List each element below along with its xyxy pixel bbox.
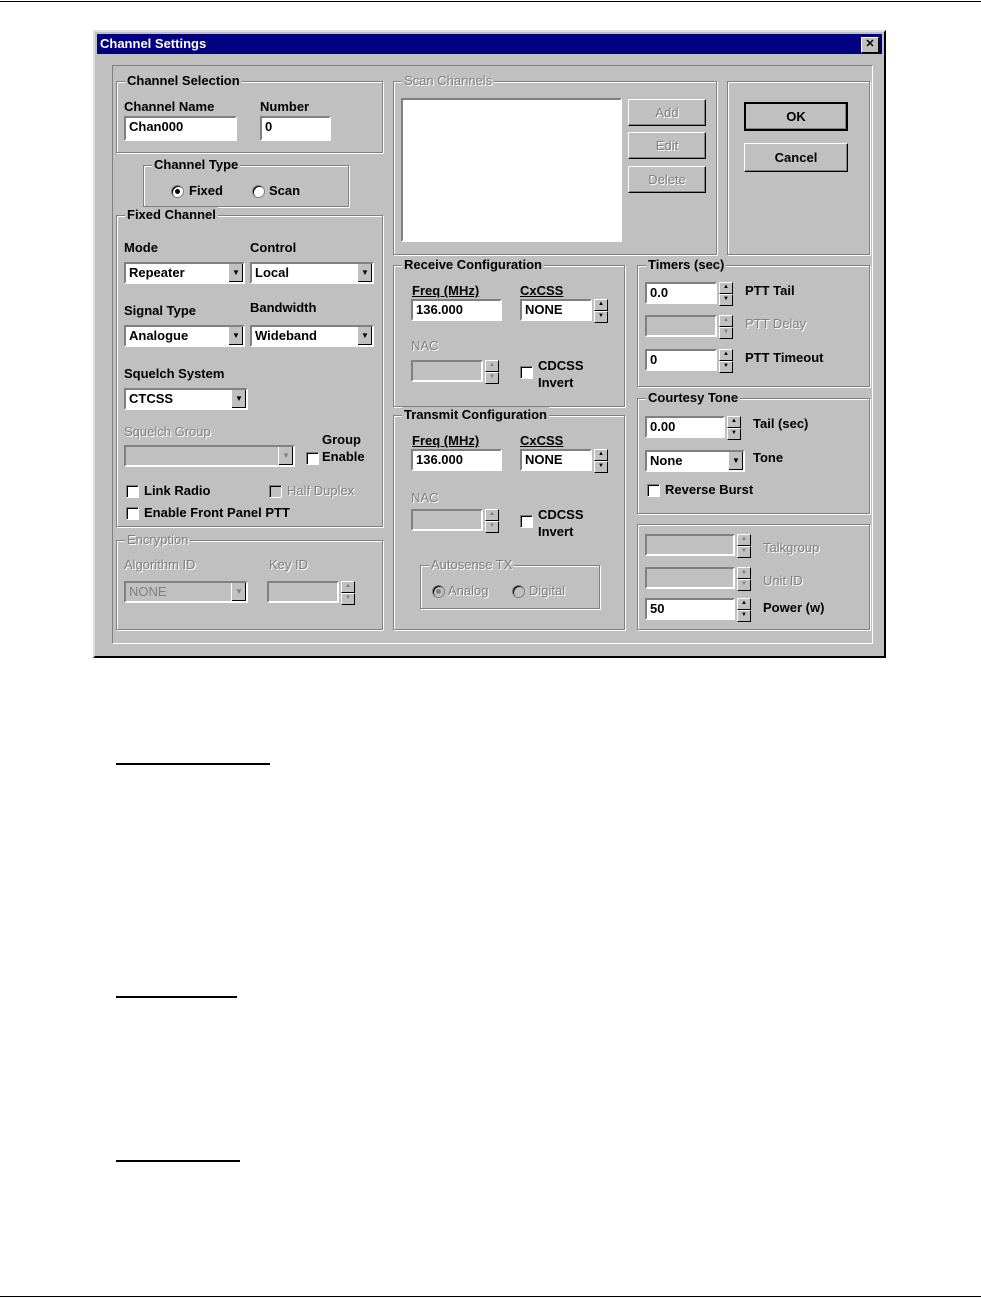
algorithm-id-dropdown[interactable] (124, 581, 248, 603)
reverse-burst-label: Reverse Burst (665, 482, 754, 497)
talkgroup-spinner[interactable] (737, 534, 751, 556)
chevron-down-icon[interactable]: ▼ (278, 447, 293, 465)
ptt-timeout-input[interactable]: 0 (645, 349, 717, 371)
section-heading-rule-3 (116, 1160, 240, 1162)
ptt-delay-input[interactable] (645, 315, 717, 337)
ptt-timeout-spinner[interactable] (719, 349, 733, 371)
spin-up-icon[interactable]: ▲ (594, 449, 608, 461)
half-duplex-label: Half Duplex (287, 483, 355, 498)
tx-freq-label: Freq (MHz) (412, 433, 480, 448)
tone-dropdown[interactable] (645, 450, 745, 472)
signal-type-dropdown[interactable] (124, 325, 245, 347)
analog-radio-label: Analog (448, 583, 489, 598)
spin-down-icon[interactable]: ▼ (594, 311, 608, 323)
fixed-channel-title: Fixed Channel (127, 207, 216, 222)
section-heading-rule-2 (116, 996, 237, 998)
tx-cxcss-label: CxCSS (520, 433, 564, 448)
spin-down-icon[interactable]: ▼ (485, 372, 499, 384)
section-heading-rule-1 (116, 763, 270, 765)
squelch-system-dropdown[interactable] (124, 388, 248, 410)
scan-channels-list[interactable] (401, 98, 622, 242)
link-radio-checkbox[interactable] (126, 485, 139, 498)
tail-sec-label: Tail (sec) (753, 416, 809, 431)
chevron-down-icon[interactable]: ▼ (357, 264, 372, 282)
mode-dropdown[interactable] (124, 262, 245, 284)
front-panel-ptt-checkbox[interactable] (126, 507, 139, 520)
rx-cxcss-spinner[interactable] (594, 299, 608, 321)
unit-id-spinner[interactable] (737, 567, 751, 589)
tx-nac-input[interactable] (411, 509, 483, 531)
rx-nac-label: NAC (411, 338, 439, 353)
channel-name-input[interactable]: Chan000 (124, 116, 237, 141)
ptt-tail-label: PTT Tail (745, 283, 795, 298)
spin-up-icon[interactable]: ▲ (727, 416, 741, 428)
analog-radio[interactable] (432, 585, 445, 598)
channel-name-label: Channel Name (124, 99, 215, 114)
mode-label: Mode (124, 240, 158, 255)
scan-channels-title: Scan Channels (404, 73, 493, 88)
spin-down-icon[interactable]: ▼ (594, 461, 608, 473)
spin-up-icon[interactable]: ▲ (719, 349, 733, 361)
spin-up-icon[interactable]: ▲ (719, 282, 733, 294)
spin-down-icon[interactable]: ▼ (719, 294, 733, 306)
ptt-tail-spinner[interactable] (719, 282, 733, 304)
tx-freq-input[interactable]: 136.000 (411, 449, 502, 471)
spin-up-icon[interactable]: ▲ (341, 581, 355, 593)
rx-freq-label: Freq (MHz) (412, 283, 480, 298)
spin-down-icon[interactable]: ▼ (737, 610, 751, 622)
tx-invert-label: Invert (538, 524, 574, 539)
reverse-burst-checkbox[interactable] (647, 484, 660, 497)
page-top-rule (0, 1, 981, 2)
page-bottom-rule (0, 1296, 981, 1297)
rx-nac-spinner[interactable] (485, 360, 499, 382)
bandwidth-dropdown[interactable] (250, 325, 374, 347)
signal-type-label: Signal Type (124, 303, 196, 318)
algorithm-id-value: NONE (129, 584, 167, 599)
rx-cxcss-input[interactable]: NONE (520, 299, 592, 321)
control-dropdown[interactable] (250, 262, 374, 284)
add-button[interactable]: Add (628, 99, 706, 126)
spin-up-icon[interactable]: ▲ (485, 360, 499, 372)
key-id-label: Key ID (269, 557, 309, 572)
close-button[interactable]: ✕ (861, 37, 879, 53)
spin-up-icon[interactable]: ▲ (719, 315, 733, 327)
channel-selection-title: Channel Selection (127, 73, 240, 88)
half-duplex-checkbox[interactable] (269, 485, 282, 498)
key-id-input[interactable] (267, 581, 339, 603)
tone-label: Tone (753, 450, 784, 465)
rx-cdcss-invert-checkbox[interactable] (520, 366, 533, 379)
transmit-config-title: Transmit Configuration (404, 407, 547, 422)
bandwidth-label: Bandwidth (250, 300, 317, 315)
scan-radio-label: Scan (269, 183, 301, 198)
spin-down-icon[interactable]: ▼ (737, 579, 751, 591)
digital-radio-label: Digital (529, 583, 566, 598)
title-bar (97, 34, 882, 54)
rx-nac-input[interactable] (411, 360, 483, 382)
encryption-title: Encryption (127, 532, 189, 547)
ok-button[interactable]: OK (744, 102, 848, 131)
squelch-system-label: Squelch System (124, 366, 225, 381)
squelch-group-dropdown[interactable] (124, 445, 295, 467)
chevron-down-icon[interactable]: ▼ (231, 390, 246, 408)
power-input[interactable]: 50 (645, 598, 735, 620)
spin-down-icon[interactable]: ▼ (737, 546, 751, 558)
power-label: Power (w) (763, 600, 825, 615)
tx-nac-label: NAC (411, 490, 439, 505)
spin-up-icon[interactable]: ▲ (485, 509, 499, 521)
channel-type-title: Channel Type (154, 157, 239, 172)
algorithm-id-label: Algorithm ID (124, 557, 196, 572)
chevron-down-icon[interactable]: ▼ (728, 452, 743, 470)
number-input[interactable]: 0 (260, 116, 331, 141)
tail-sec-input[interactable]: 0.00 (645, 416, 725, 438)
edit-button[interactable]: Edit (628, 132, 706, 159)
scan-radio[interactable] (252, 185, 265, 198)
chevron-down-icon[interactable]: ▼ (231, 583, 246, 601)
group-enable-checkbox[interactable] (306, 452, 319, 465)
spin-up-icon[interactable]: ▲ (594, 299, 608, 311)
spin-down-icon[interactable]: ▼ (485, 521, 499, 533)
tone-value: None (650, 453, 683, 468)
cancel-button[interactable]: Cancel (744, 143, 848, 172)
rx-invert-label: Invert (538, 375, 574, 390)
number-label: Number (260, 99, 310, 114)
courtesy-tone-title: Courtesy Tone (648, 390, 739, 405)
group-label: Group (322, 432, 361, 447)
tx-nac-spinner[interactable] (485, 509, 499, 531)
ptt-tail-input[interactable]: 0.0 (645, 282, 717, 304)
rx-freq-input[interactable]: 136.000 (411, 299, 502, 321)
ptt-delay-label: PTT Delay (745, 316, 807, 331)
tx-cdcss-invert-checkbox[interactable] (520, 515, 533, 528)
chevron-down-icon[interactable]: ▼ (228, 327, 243, 345)
spin-up-icon[interactable]: ▲ (737, 567, 751, 579)
key-id-spinner[interactable] (341, 581, 355, 603)
squelch-system-value: CTCSS (129, 391, 174, 406)
timers-title: Timers (sec) (648, 257, 725, 272)
front-panel-ptt-label: Enable Front Panel PTT (144, 505, 290, 520)
squelch-group-label: Squelch Group (124, 424, 211, 439)
chevron-down-icon[interactable]: ▼ (357, 327, 372, 345)
fixed-radio-label: Fixed (189, 183, 223, 198)
unit-id-input[interactable] (645, 567, 735, 589)
unit-id-label: Unit ID (763, 573, 803, 588)
spin-down-icon[interactable]: ▼ (719, 361, 733, 373)
control-label: Control (250, 240, 297, 255)
ptt-timeout-label: PTT Timeout (745, 350, 824, 365)
digital-radio[interactable] (512, 585, 525, 598)
talkgroup-label: Talkgroup (763, 540, 820, 555)
group-enable-label: Enable (322, 449, 365, 464)
channel-settings-dialog (93, 30, 886, 658)
spin-up-icon[interactable]: ▲ (737, 598, 751, 610)
ptt-delay-spinner[interactable] (719, 315, 733, 337)
spin-up-icon[interactable]: ▲ (737, 534, 751, 546)
dialog-title: Channel Settings (100, 36, 207, 51)
receive-config-title: Receive Configuration (404, 257, 542, 272)
control-value: Local (255, 265, 289, 280)
autosense-tx-group (420, 557, 600, 609)
rx-cdcss-label: CDCSS (538, 358, 584, 373)
delete-button[interactable]: Delete (628, 166, 706, 193)
power-spinner[interactable] (737, 598, 751, 620)
signal-type-value: Analogue (129, 328, 189, 343)
spin-down-icon[interactable]: ▼ (719, 327, 733, 339)
spin-down-icon[interactable]: ▼ (341, 593, 355, 605)
bandwidth-value: Wideband (255, 328, 317, 343)
tail-sec-spinner[interactable] (727, 416, 741, 438)
fixed-radio[interactable] (171, 185, 184, 198)
tx-cdcss-label: CDCSS (538, 507, 584, 522)
tx-cxcss-spinner[interactable] (594, 449, 608, 471)
mode-value: Repeater (129, 265, 185, 280)
autosense-tx-title: Autosense TX (431, 557, 513, 572)
talkgroup-input[interactable] (645, 534, 735, 556)
spin-down-icon[interactable]: ▼ (727, 428, 741, 440)
rx-cxcss-label: CxCSS (520, 283, 564, 298)
link-radio-label: Link Radio (144, 483, 211, 498)
chevron-down-icon[interactable]: ▼ (228, 264, 243, 282)
tx-cxcss-input[interactable]: NONE (520, 449, 592, 471)
